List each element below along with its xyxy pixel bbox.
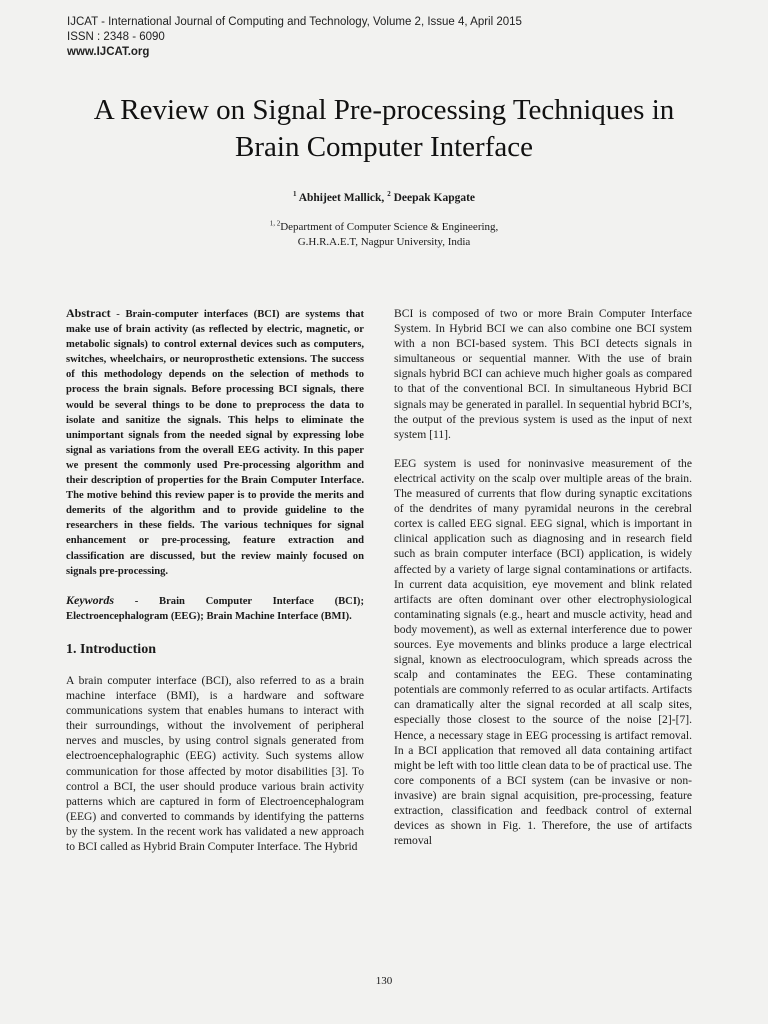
affiliation-sup: 1, 2 xyxy=(269,219,281,228)
intro-heading: 1. Introduction xyxy=(66,641,156,657)
abstract xyxy=(66,306,364,579)
right-column xyxy=(394,306,692,862)
issn: ISSN : 2348 - 6090 xyxy=(67,31,165,43)
abstract-dash: - xyxy=(110,309,126,320)
keywords-text: Brain Computer Interface (BCI); Electroencephalogram (EEG); Brain Machine Interface (BMI). xyxy=(66,595,364,622)
journal-header xyxy=(67,15,522,60)
affiliation-line-2: G.H.R.A.E.T, Nagpur University, India xyxy=(297,236,471,248)
author-2-sup: 2 xyxy=(387,190,391,199)
left-column xyxy=(66,306,364,868)
intro-paragraph-1: A brain computer interface (BCI), also referred to as a brain machine interface (BMI), is a hardware and software communications system that enables humans to interact with their surroundings, without the involvement of peripheral nerves and muscles, by using control signals generated from electroencephalographic (EEG) activity. Such systems allow communication for those affected by motor disabilities [3]. To control a BCI, the user should produce various brain activity patterns which are captured in form of Electroencephalogram (EEG) and converted to commands by identifying the patterns by the system. In the recent work has validated a new approach to BCI called as Hybrid Brain Computer Interface. The Hybrid xyxy=(66,673,364,853)
author-2: Deepak Kapgate xyxy=(393,192,476,204)
journal-line: IJCAT - International Journal of Computing and Technology, Volume 2, Issue 4, April 2015 xyxy=(67,16,522,28)
keywords-label: Keywords xyxy=(66,592,114,607)
journal-url[interactable]: www.IJCAT.org xyxy=(67,46,150,58)
affiliation xyxy=(0,220,768,250)
abstract-label: Abstract xyxy=(66,306,111,320)
author-1: Abhijeet Mallick, xyxy=(298,192,385,204)
authors xyxy=(0,192,768,204)
title-line-2: Brain Computer Interface xyxy=(235,131,533,163)
keywords-dash: - xyxy=(114,595,159,607)
affiliation-line-1: Department of Computer Science & Engineering, xyxy=(280,221,499,233)
right-paragraph-2: EEG system is used for noninvasive measurement of the electrical activity on the scalp over multiple areas of the brain. The measured of currents that flow during synaptic excitations of the dendrites of many pyramidal neurons in the cerebral cortex is called EEG signal. EEG signal, which is important in clinical application such as diagnosing and in research field such as brain computer interface (BCI) application, is widely affected by a variety of large signal contaminations or artifacts. In current data acquisition, eye movement and blink related artifacts are often dominant over other electrophysiological contaminating signals (e.g., heart and muscle activity, head and body movement), as well as external interference due to power sources. Eye movements and blinks produce a large electrical signal, known as electrooculogram, which spreads across the scalp and contaminates the EEG. These contaminating potentials are commonly referred to as ocular artifacts. Artifacts can dramatically alter the signal recorded at all scalp sites, especially those closest to the source of the noise [2]-[7]. Hence, a necessary stage in EEG processing is artifact removal. In a BCI application that removed all data containing artifact might be left with too little clean data to be of practical use. The core components of a BCI system (can be invasive or non-invasive) are brain signal acquisition, pre-processing, feature extraction, classification and feedback control of external devices as shown in Fig. 1. Therefore, the use of artifacts removal xyxy=(394,456,692,848)
author-1-sup: 1 xyxy=(292,190,297,199)
keywords xyxy=(66,593,364,624)
title-line-1: A Review on Signal Pre-processing Techniques in xyxy=(93,94,675,126)
abstract-text: Brain-computer interfaces (BCI) are systems that make use of brain activity (as reflected by electric, magnetic, or metabolic signals) to control external devices such as computers, switches, wheelchairs, or neuroprosthetic extensions. The success of this methodology depends on the selection of methods to process the brain signals. Before processing BCI signals, there would be several things to be done to preprocess the data to isolate and sanitize the signals. This helps to eliminate the unimportant signals from the needed signal by expressing lobe signal as variations from the overall EEG activity. In this paper we present the commonly used Pre-processing algorithm and their description of properties for the Brain Computer Interface. The motive behind this review paper is to provide the merits and demerits of the algorithm and to provide guideline to the researchers in these fields. The various techniques for signal enhancement or pre-processing, feature extraction and classification are discussed, but the review mainly focused on signals pre-processing. xyxy=(66,309,364,577)
right-paragraph-1: BCI is composed of two or more Brain Computer Interface System. In Hybrid BCI we can also combine one BCI system with a non BCI-based system. This BCI detects signals in simultaneous or sequential manner. With the use of brain signals hybrid BCI can achieve much higher goals as compared to that of the conventional BCI. In simultaneous Hybrid BCI signals may be generated in parallel. In sequential hybrid BCI’s, the output of the previous system is used as the input of next system [11]. xyxy=(394,307,692,441)
page-number: 130 xyxy=(375,975,393,987)
paper-title xyxy=(40,92,728,166)
